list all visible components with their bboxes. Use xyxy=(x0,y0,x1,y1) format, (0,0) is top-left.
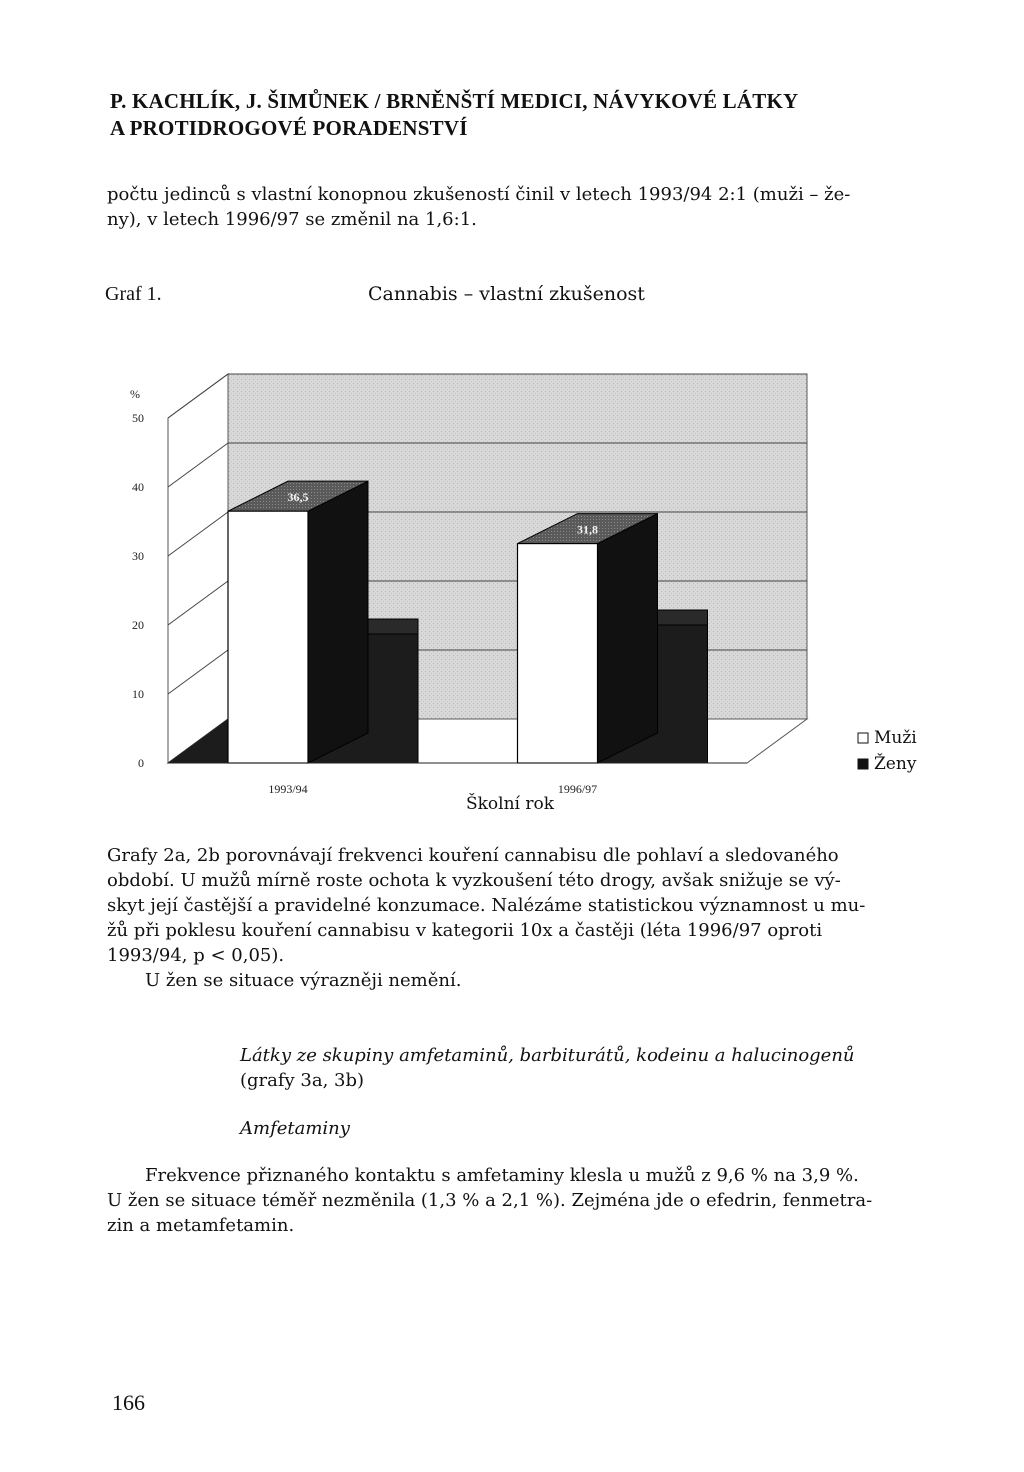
body1-line-4: žů při poklesu kouření cannabisu v kategorii 10x a častěji (léta 1996/97 oproti xyxy=(107,920,823,941)
bar-muzi-1993/94-label: 36,5 xyxy=(287,490,309,505)
y-tick-label: 0 xyxy=(138,756,144,770)
bar-muzi-1993/94 xyxy=(228,511,308,763)
legend-swatch-muzi xyxy=(858,733,868,743)
body1-line-1: Grafy 2a, 2b porovnávají frekvenci kouření cannabisu dle pohlaví a sledovaného xyxy=(107,845,839,866)
y-axis-unit: % xyxy=(130,387,140,401)
body2-line-2: U žen se situace téměř nezměnila (1,3 % a 2,1 %). Zejména jde o efedrin, fenmetra- xyxy=(107,1190,873,1211)
figure-title: Cannabis – vlastní zkušenost xyxy=(368,283,645,305)
chart-side-wall xyxy=(168,374,228,763)
section-subheading: Amfetaminy xyxy=(240,1118,350,1139)
body-paragraph-2 xyxy=(107,1163,925,1238)
body1-line-6: U žen se situace výrazněji nemění. xyxy=(145,970,462,991)
header-line-2: A PROTIDROGOVÉ PORADENSTVÍ xyxy=(110,116,468,140)
x-tick-label: 1993/94 xyxy=(268,782,308,796)
body-paragraph-1 xyxy=(107,843,925,993)
y-tick-label: 40 xyxy=(132,480,144,494)
y-tick-label: 10 xyxy=(132,687,144,701)
y-tick-label: 30 xyxy=(132,549,144,563)
y-tick-label: 50 xyxy=(132,411,144,425)
bar-muzi-1996/97 xyxy=(518,544,598,763)
intro-paragraph xyxy=(107,182,925,232)
section-heading xyxy=(240,1043,940,1093)
legend-label-muzi: Muži xyxy=(874,728,917,748)
intro-line-2: ny), v letech 1996/97 se změnil na 1,6:1. xyxy=(107,209,477,230)
body1-line-3: skyt její častější a pravidelné konzumace. Nalézáme statistickou významnost u mu- xyxy=(107,895,866,916)
body2-line-1: Frekvence přiznaného kontaktu s amfetaminy klesla u mužů z 9,6 % na 3,9 %. xyxy=(145,1165,859,1186)
x-axis-title: Školní rok xyxy=(465,794,555,814)
figure-label: Graf 1. xyxy=(105,283,162,305)
page-number: 166 xyxy=(112,1390,145,1415)
cannabis-chart xyxy=(125,315,925,820)
body2-line-3: zin a metamfetamin. xyxy=(107,1215,295,1236)
bar-muzi-1993/94-side xyxy=(308,481,368,763)
bar-muzi-1996/97-side xyxy=(598,514,658,763)
bar-muzi-1996/97-label: 31,8 xyxy=(577,522,598,537)
body1-line-5: 1993/94, p < 0,05). xyxy=(107,945,285,966)
body1-line-2: období. U mužů mírně roste ochota k vyzkoušení této drogy, avšak snižuje se vý- xyxy=(107,870,841,891)
x-tick-label: 1996/97 xyxy=(557,782,598,796)
section-heading-line-1: Látky ze skupiny amfetaminů, barbiturátů, kodeinu a halucinogenů xyxy=(240,1045,855,1066)
legend-swatch-zeny xyxy=(858,759,868,769)
intro-line-1: počtu jedinců s vlastní konopnou zkušeností činil v letech 1993/94 2:1 (muži – že- xyxy=(107,184,851,205)
section-heading-line-2: (grafy 3a, 3b) xyxy=(240,1070,365,1091)
y-tick-label: 20 xyxy=(132,618,144,632)
legend-label-zeny: Ženy xyxy=(874,754,917,774)
running-header xyxy=(110,88,930,142)
header-line-1: P. KACHLÍK, J. ŠIMŮNEK / BRNĚNŠTÍ MEDICI, NÁVYKOVÉ LÁTKY xyxy=(110,89,799,113)
